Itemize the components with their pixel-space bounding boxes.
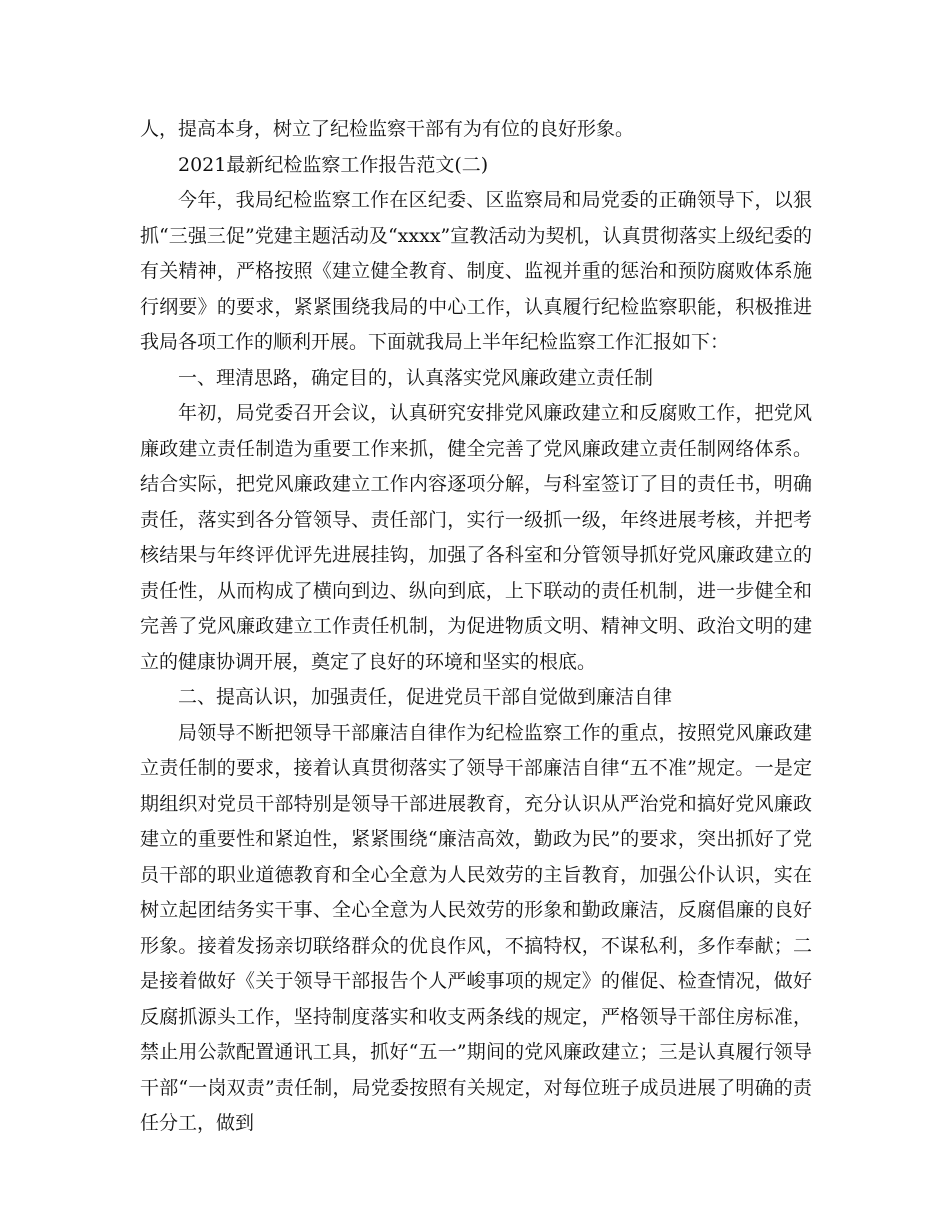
document-body (140, 112, 812, 1142)
paragraph-intro: 今年，我局纪检监察工作在区纪委、区监察局和局党委的正确领导下，以狠抓“三强三促”党建主题活动及“xxxx”宣教活动为契机，认真贯彻落实上级纪委的有关精神，严格按照《建立健全教育、制度、监视并重的惩治和预防腐败体系施行纲要》的要求，紧紧围绕我局的中心工作，认真履行纪检监察职能，积极推进我局各项工作的顺利开展。下面就我局上半年纪检监察工作汇报如下： (140, 189, 812, 353)
paragraph-section-two: 局领导不断把领导干部廉洁自律作为纪检监察工作的重点，按照党风廉政建立责任制的要求，接着认真贯彻落实了领导干部廉洁自律“五不准”规定。一是定期组织对党员干部特别是领导干部进展教育，充分认识从严治党和搞好党风廉政建立的重要性和紧迫性，紧紧围绕“廉洁高效，勤政为民”的要求，突出抓好了党员干部的职业道德教育和全心全意为人民效劳的主旨教育，加强公仆认识，实在树立起团结务实干事、全心全意为人民效劳的形象和勤政廉洁，反腐倡廉的良好形象。接着发扬亲切联络群众的优良作风，不搞特权，不谋私利，多作奉献；二是接着做好《关于领导干部报告个人严峻事项的规定》的催促、检查情况，做好反腐抓源头工作，坚持制度落实和收支两条线的规定，严格领导干部住房标准，禁止用公款配置通讯工具，抓好“五一”期间的党风廉政建立；三是认真履行领导干部“一岗双责”责任制，局党委按照有关规定，对每位班子成员进展了明确的责任分工，做到 (140, 721, 812, 1134)
heading-section-one: 一、理清思路，确定目的，认真落实党风廉政建立责任制 (178, 366, 654, 389)
section-title-report: 2021最新纪检监察工作报告范文(二) (178, 153, 489, 176)
paragraph-continuation: 人，提高本身，树立了纪检监察干部有为有位的良好形象。 (140, 118, 635, 140)
heading-section-two: 二、提高认识，加强责任，促进党员干部自觉做到廉洁自律 (178, 686, 673, 708)
paragraph-section-one: 年初，局党委召开会议，认真研究安排党风廉政建立和反腐败工作，把党风廉政建立责任制造为重要工作来抓，健全完善了党风廉政建立责任制网络体系。结合实际，把党风廉政建立工作内容逐项分解，与科室签订了目的责任书，明确责任，落实到各分管领导、责任部门，实行一级抓一级，年终进展考核，并把考核结果与年终评优评先进展挂钩，加强了各科室和分管领导抓好党风廉政建立的责任性，从而构成了横向到边、纵向到底，上下联动的责任机制，进一步健全和完善了党风廉政建立工作责任机制，为促进物质文明、精神文明、政治文明的建立的健康协调开展，奠定了良好的环境和坚实的根底。 (140, 402, 812, 673)
